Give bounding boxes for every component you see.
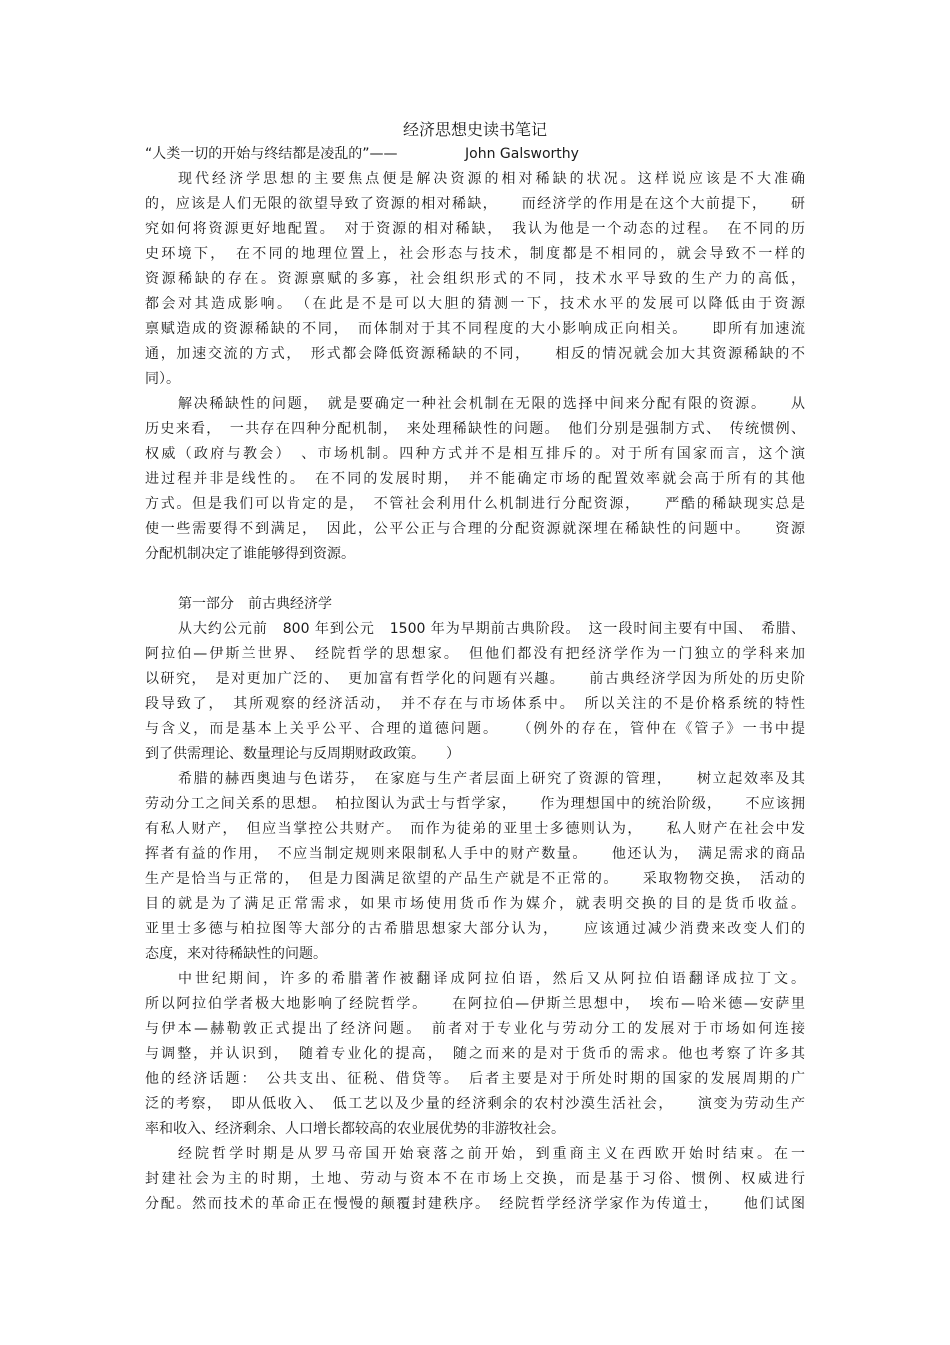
text-line: 的，应该是人们无限的欲望导致了资源的相对稀缺， 而经济学的作用是在这个大前提下， 研 [145,196,805,212]
text-line: 以研究， 是对更加广泛的、 更加富有哲学化的问题有兴趣。 前古典经济学因为所处的历史阶 [145,671,805,687]
text-line: 权威（政府与教会） 、市场机制。四种方式并不是相互排斥的。对于所有国家而言，这个演 [145,446,805,462]
text-line: 挥者有益的作用， 不应当制定规则来限制私人手中的财产数量。 他还认为， 满足需求的商品 [145,846,805,862]
text-line: 希腊的赫西奥迪与色诺芬， 在家庭与生产者层面上研究了资源的管理， 树立起效率及其 [178,771,805,787]
text-line: 史环境下， 在不同的地理位置上，社会形态与技术，制度都是不相同的，就会导致不一样的 [145,246,805,262]
text-line: 分配。然而技术的革命正在慢慢的颠覆封建秩序。 经院哲学经济学家作为传道士， 他们试图 [145,1196,805,1212]
epigraph-quote: “人类一切的开始与终结都是凌乱的”—— [145,146,398,162]
text-line: 所以阿拉伯学者极大地影响了经院哲学。 在阿拉伯—伊斯兰思想中， 埃布—哈米德—安萨里 [145,996,805,1012]
text-line: 从大约公元前 800 年到公元 1500 年为早期前古典阶段。 这一段时间主要有中国、 希腊、 [178,621,805,637]
text-line: 历史来看， 一共存在四种分配机制， 来处理稀缺性的问题。 他们分别是强制方式、 传统惯例、 [145,421,805,437]
text-line: 态度，来对待稀缺性的问题。 [145,946,327,962]
text-line: 进过程并非是线性的。 在不同的发展时期， 并不能确定市场的配置效率就会高于所有的其他 [145,471,805,487]
text-line: 中世纪期间，许多的希腊著作被翻译成阿拉伯语，然后又从阿拉伯语翻译成拉丁文。 [178,971,805,987]
text-line: 与调整，并认识到， 随着专业化的提高， 随之而来的是对于货币的需求。他也考察了许多其 [145,1046,805,1062]
text-line: 劳动分工之间关系的思想。 柏拉图认为武士与哲学家， 作为理想国中的统治阶级， 不应该拥 [145,796,805,812]
text-line: 阿拉伯—伊斯兰世界、 经院哲学的思想家。 但他们都没有把经济学作为一门独立的学科来加 [145,646,805,662]
text-line: 到了供需理论、数量理论与反周期财政政策。 ） [145,746,460,762]
text-line: 方式。但是我们可以肯定的是， 不管社会利用什么机制进行分配资源， 严酷的稀缺现实总是 [145,496,805,512]
text-line: 禀赋造成的资源稀缺的不同， 而体制对于其不同程度的大小影响成正向相关。 即所有加速流 [145,321,805,337]
text-line: 段导致了， 其所观察的经济活动， 并不存在与市场体系中。 所以关注的不是价格系统的特性 [145,696,805,712]
epigraph-author: John Galsworthy [465,146,579,162]
text-line: 目的就是为了满足正常需求，如果市场使用货币作为媒介，就表明交换的目的是货币收益。 [145,896,805,912]
text-line: 率和收入、经济剩余、人口增长都较高的农业展优势的非游牧社会。 [145,1121,565,1137]
text-line: 同）。 [145,371,180,387]
text-line: 有私人财产， 但应当掌控公共财产。 而作为徒弟的亚里士多德则认为， 私人财产在社会中发 [145,821,805,837]
text-line: 通，加速交流的方式， 形式都会降低资源稀缺的不同， 相反的情况就会加大其资源稀缺的不 [145,346,805,362]
text-line: 与伊本—赫勒敦正式提出了经济问题。 前者对于专业化与劳动分工的发展对于市场如何连接 [145,1021,805,1037]
text-line: 泛的考察， 即从低收入、 低工艺以及少量的经济剩余的农村沙漠生活社会， 演变为劳动生产 [145,1096,805,1112]
text-line: 他的经济话题： 公共支出、征税、借贷等。 后者主要是对于所处时期的国家的发展周期的广 [145,1071,805,1087]
text-line: 封建社会为主的时期，土地、劳动与资本不在市场上交换，而是基于习俗、惯例、权威进行 [145,1171,805,1187]
text-line: 究如何将资源更好地配置。 对于资源的相对稀缺， 我认为他是一个动态的过程。 在不同的历 [145,221,805,237]
text-line: 都会对其造成影响。 （在此是不是可以大胆的猜测一下，技术水平的发展可以降低由于资源 [145,296,805,312]
text-line: 现代经济学思想的主要焦点便是解决资源的相对稀缺的状况。这样说应该是不大准确 [178,171,805,187]
text-line: 生产是恰当与正常的， 但是力图满足欲望的产品生产就是不正常的。 采取物物交换， 活动的 [145,871,805,887]
text-line: 经院哲学时期是从罗马帝国开始衰落之前开始，到重商主义在西欧开始时结束。在一 [178,1146,805,1162]
text-line: 资源稀缺的存在。资源禀赋的多寡，社会组织形式的不同，技术水平导致的生产力的高低， [145,271,805,287]
text-line: 与含义，而是基本上关乎公平、合理的道德问题。 （例外的存在，管仲在《管子》一书中提 [145,721,805,737]
text-line: 使一些需要得不到满足， 因此，公平公正与合理的分配资源就深埋在稀缺性的问题中。 资源 [145,521,805,537]
text-line: 解决稀缺性的问题， 就是要确定一种社会机制在无限的选择中间来分配有限的资源。 从 [178,396,805,412]
section-title: 第一部分 前古典经济学 [178,596,332,612]
text-line: 分配机制决定了谁能够得到资源。 [145,546,355,562]
text-line: 亚里士多德与柏拉图等大部分的古希腊思想家大部分认为， 应该通过减少消费来改变人们的 [145,921,805,937]
document-title: 经济思想史读书笔记 [402,120,547,139]
